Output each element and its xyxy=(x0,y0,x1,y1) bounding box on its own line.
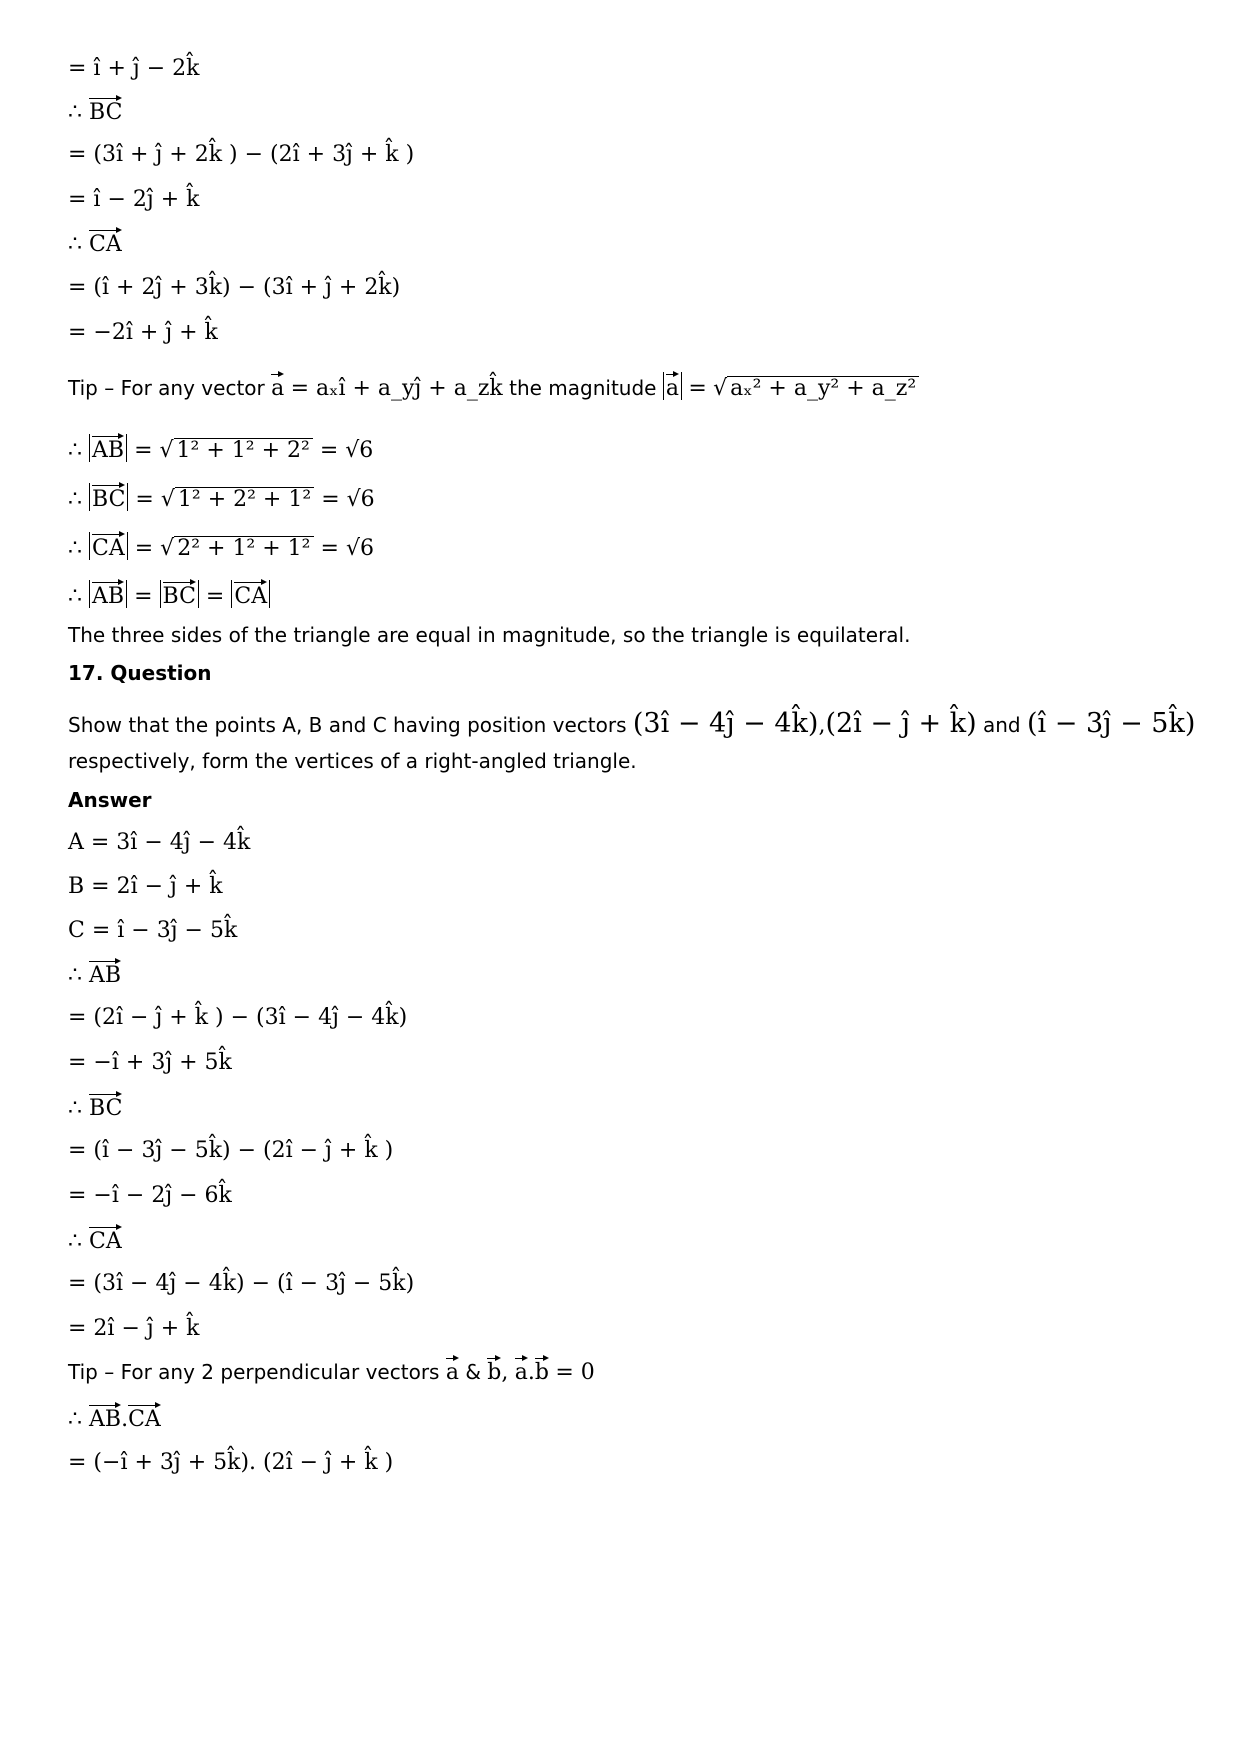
comma: , xyxy=(501,1360,509,1385)
equation-line: = −2î + ĵ + k̂ xyxy=(68,320,218,345)
vector-AB: AB xyxy=(92,438,125,463)
equals: = xyxy=(321,487,340,512)
therefore-symbol: ∴ xyxy=(68,438,82,463)
vector-AB-label xyxy=(68,961,121,987)
therefore-symbol: ∴ xyxy=(68,536,82,561)
therefore-symbol: ∴ xyxy=(68,1407,82,1432)
vector-a: a xyxy=(665,376,679,401)
dot: . xyxy=(527,1360,535,1385)
vector-BC: BC xyxy=(89,1096,123,1121)
equation-line: = î − 2ĵ + k̂ xyxy=(68,187,200,212)
vector-AB: AB xyxy=(89,1407,122,1432)
vector-CA: CA xyxy=(89,1229,122,1254)
vector-AB: AB xyxy=(89,963,122,988)
tip-magnitude xyxy=(68,372,919,400)
therefore-symbol: ∴ xyxy=(68,1229,82,1254)
point-A: A = 3î − 4ĵ − 4k̂ xyxy=(68,830,251,855)
equation-line: = (2î − ĵ + k̂ ) − (3î − 4ĵ − 4k̂) xyxy=(68,1005,408,1030)
magnitude-CA xyxy=(68,532,374,560)
vector-BC: BC xyxy=(162,584,196,609)
vector-BC-label xyxy=(68,1094,122,1120)
therefore-symbol: ∴ xyxy=(68,487,82,512)
therefore-symbol: ∴ xyxy=(68,1096,82,1121)
equation-line: = î + ĵ − 2k̂ xyxy=(68,56,200,81)
vector-CA: CA xyxy=(89,232,122,257)
equals: = xyxy=(134,438,153,463)
vector-BC-label xyxy=(68,98,122,124)
question-prefix: Show that the points A, B and C having position vectors xyxy=(68,713,627,737)
vector-a: a xyxy=(445,1360,459,1385)
sqrt-symbol: √ aₓ² + a_y² + a_z² xyxy=(713,376,919,400)
answer-heading: Answer xyxy=(68,788,152,812)
position-vector-A: (3î − 4ĵ − 4k̂) xyxy=(632,708,819,739)
tip-formula: = aₓî + a_yĵ + a_zk̂ xyxy=(290,376,503,401)
equals: = xyxy=(134,584,153,609)
sqrt-symbol: √ 2² + 1² + 1² xyxy=(160,536,313,560)
point-C: C = î − 3ĵ − 5k̂ xyxy=(68,918,238,943)
therefore-symbol: ∴ xyxy=(68,100,82,125)
ampersand: & xyxy=(465,1360,481,1384)
tip-middle: the magnitude xyxy=(509,376,657,400)
dot-product-label xyxy=(68,1405,161,1431)
equation-line: = (î + 2ĵ + 3k̂) − (3î + ĵ + 2k̂) xyxy=(68,275,401,300)
equals: = xyxy=(319,438,339,463)
equation-line: = (−î + 3ĵ + 5k̂). (2î − ĵ + k̂ ) xyxy=(68,1450,394,1475)
vector-b: b xyxy=(487,1360,502,1385)
result: √6 xyxy=(345,438,374,463)
vector-b: b xyxy=(534,1360,549,1385)
equals: = xyxy=(135,487,154,512)
dot: . xyxy=(121,1407,129,1432)
sqrt-symbol: √ 1² + 2² + 1² xyxy=(161,487,314,511)
equation-line: = (3î + ĵ + 2k̂ ) − (2î + 3ĵ + k̂ ) xyxy=(68,142,415,167)
conclusion-text: The three sides of the triangle are equal in magnitude, so the triangle is equilateral. xyxy=(68,623,911,647)
equation-line: = (3î − 4ĵ − 4k̂) − (î − 3ĵ − 5k̂) xyxy=(68,1271,415,1296)
question-text-line2: respectively, form the vertices of a right-angled triangle. xyxy=(68,749,637,773)
vector-BC: BC xyxy=(89,100,123,125)
therefore-symbol: ∴ xyxy=(68,584,82,609)
equals: = xyxy=(205,584,225,609)
point-B: B = 2î − ĵ + k̂ xyxy=(68,874,223,899)
vector-CA: CA xyxy=(92,536,125,561)
magnitude-equality xyxy=(68,580,270,608)
vector-CA-label xyxy=(68,230,122,256)
radicand: 1² + 1² + 2² xyxy=(174,438,313,462)
comma: , xyxy=(818,713,826,738)
vector-BC: BC xyxy=(92,487,126,512)
equation-line: = −î + 3ĵ + 5k̂ xyxy=(68,1050,232,1075)
sqrt-symbol: √ 1² + 1² + 2² xyxy=(160,438,313,462)
position-vector-C: (î − 3ĵ − 5k̂) xyxy=(1027,708,1196,739)
magnitude-AB xyxy=(68,434,373,462)
tip-prefix: Tip – For any vector xyxy=(68,376,265,400)
vector-AB: AB xyxy=(92,584,125,609)
therefore-symbol: ∴ xyxy=(68,232,82,257)
magnitude-BC xyxy=(68,483,375,511)
equation-line: = −î − 2ĵ − 6k̂ xyxy=(68,1183,232,1208)
equation-line: = (î − 3ĵ − 5k̂) − (2î − ĵ + k̂ ) xyxy=(68,1138,394,1163)
equals: = xyxy=(134,536,154,561)
equals-zero: = 0 xyxy=(555,1360,595,1385)
equation-line: = 2î − ĵ + k̂ xyxy=(68,1316,200,1341)
vector-a: a xyxy=(514,1360,528,1385)
position-vector-B: (2î − ĵ + k̂) xyxy=(825,708,977,739)
vector-CA: CA xyxy=(234,584,268,609)
result: √6 xyxy=(346,487,375,512)
tip-perpendicular xyxy=(68,1358,595,1384)
question-text xyxy=(68,710,1195,737)
question-heading: 17. Question xyxy=(68,661,212,685)
radicand: 2² + 1² + 1² xyxy=(174,536,313,560)
result: √6 xyxy=(345,536,374,561)
radicand: aₓ² + a_y² + a_z² xyxy=(727,376,919,400)
and-word: and xyxy=(983,713,1021,737)
therefore-symbol: ∴ xyxy=(68,963,82,988)
vector-CA-label xyxy=(68,1227,122,1253)
equals: = xyxy=(320,536,339,561)
radicand: 1² + 2² + 1² xyxy=(175,487,314,511)
equals: = xyxy=(688,376,707,401)
vector-CA: CA xyxy=(128,1407,161,1432)
vector-a: a xyxy=(271,376,285,401)
tip-prefix: Tip – For any 2 perpendicular vectors xyxy=(68,1360,440,1384)
